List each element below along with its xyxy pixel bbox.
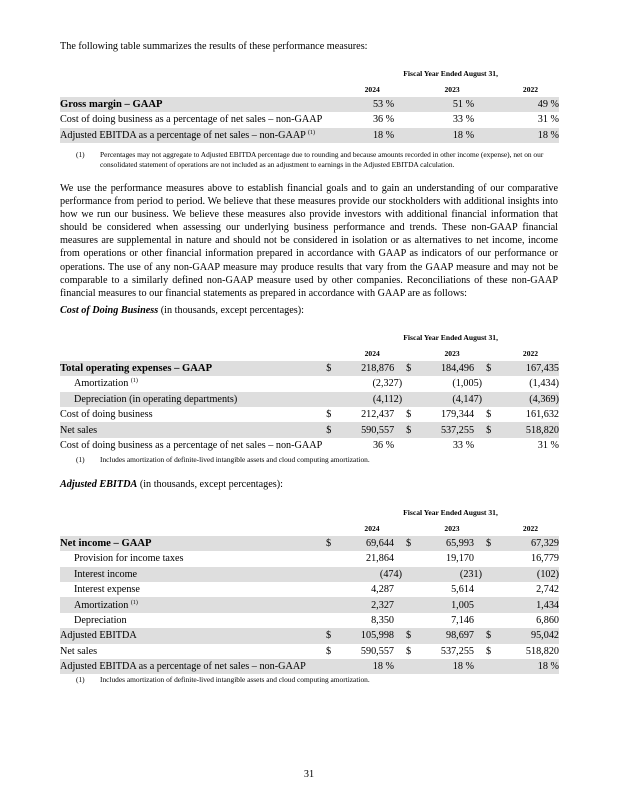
row-label: Adjusted EBITDA as a percentage of net sales – non-GAAP — [60, 659, 322, 674]
row-label: Cost of doing business — [60, 409, 153, 421]
year-header: 2022 — [522, 523, 539, 533]
year-header: 2024 — [364, 348, 380, 358]
dollar-sign: $ — [402, 536, 422, 551]
footnote-text: Includes amortization of definite-lived intangible assets and cloud computing amortization. — [100, 455, 370, 464]
cell-value: 51 % — [422, 97, 482, 112]
cell-value: 95,042 — [502, 628, 559, 643]
cell-value: 36 % — [372, 439, 395, 451]
section-title-text: Cost of Doing Business — [60, 305, 159, 316]
section-subtitle: (in thousands, except percentages): — [158, 305, 304, 316]
cell-value: (1,434) — [529, 378, 559, 390]
cell-value: 179,344 — [440, 409, 475, 421]
cell-value: 1,005 — [422, 597, 482, 612]
row-label-text: Adjusted EBITDA as a percentage of net sales – non-GAAP — [60, 129, 306, 141]
cell-value: 184,496 — [422, 361, 482, 376]
row-label: Cost of doing business as a percentage of net sales – non-GAAP — [60, 439, 323, 451]
cell-value: (102) — [502, 567, 559, 582]
footnote-ref: (1) — [308, 129, 316, 136]
table-row — [60, 536, 559, 551]
row-label: Depreciation — [74, 614, 127, 626]
table-row — [60, 613, 559, 628]
cell-value: 33 % — [452, 439, 475, 451]
cell-value: 2,327 — [342, 597, 402, 612]
cell-value: 518,820 — [525, 645, 559, 657]
footnote — [76, 455, 558, 465]
table-row — [60, 582, 559, 597]
cell-value: 537,255 — [422, 422, 482, 437]
dollar-sign: $ — [322, 628, 342, 643]
row-label: Net sales — [60, 422, 322, 437]
cell-value: (1,005) — [452, 378, 483, 390]
cell-value: (231) — [422, 567, 482, 582]
cell-value: 36 % — [372, 114, 395, 126]
cell-value: 69,644 — [342, 536, 402, 551]
cell-value: (474) — [342, 567, 402, 582]
section-subtitle: (in thousands, except percentages): — [137, 479, 283, 490]
dollar-sign: $ — [482, 536, 502, 551]
dollar-sign: $ — [482, 628, 502, 643]
cell-value: 53 % — [342, 97, 402, 112]
cell-value: 167,435 — [502, 361, 559, 376]
table-row — [60, 551, 559, 566]
table-row — [60, 644, 559, 659]
dollar-sign: $ — [322, 536, 342, 551]
table-row — [60, 128, 559, 143]
footnote-ref: (1) — [130, 599, 138, 606]
row-label: Interest expense — [74, 584, 140, 596]
cell-value: 6,860 — [536, 614, 559, 626]
page-number: 31 — [303, 769, 315, 780]
cell-value: 18 % — [502, 128, 559, 143]
cell-value: 19,170 — [445, 553, 474, 565]
table-row — [60, 112, 559, 127]
table-row — [60, 361, 559, 376]
table-header-years-row — [60, 345, 559, 360]
cell-value: 590,557 — [360, 645, 394, 657]
cell-value: (4,369) — [502, 392, 559, 407]
cell-value: (4,147) — [422, 392, 482, 407]
body-paragraph: We use the performance measures above to establish financial goals and to gain an understanding of our comparative performance from period to period. We believe that these measures provide our stockholders with additional insights into how we run our business. We believe these measures also provide investors with additional financial information that should be considered when assessing our underlying business performance and trends. These non-GAAP financial measures are supplemental in nature and should not be considered in isolation or as alternatives to net income, income from operations or other financial information prepared in accordance with GAAP as indicators of our performance or operations. The use of any non-GAAP measure may produce results that vary from the GAAP measure and may not be comparable to a similarly defined non-GAAP measure used by other companies. Reconciliations of these non-GAAP financial measures to our financial statements as prepared in accordance with GAAP are as follows: — [60, 183, 558, 299]
cell-value: 105,998 — [342, 628, 402, 643]
intro-text: The following table summarizes the results of these performance measures: — [60, 41, 368, 52]
year-header: 2022 — [522, 84, 539, 94]
cell-value: 31 % — [537, 439, 559, 451]
dollar-sign: $ — [326, 645, 332, 657]
row-label — [60, 597, 322, 612]
dollar-sign: $ — [402, 422, 422, 437]
row-label-text: Amortization — [74, 599, 129, 611]
footnote — [76, 675, 558, 685]
cell-value: 5,614 — [451, 584, 474, 596]
cell-value: 18 % — [422, 659, 482, 674]
footnote-mark: (1) — [76, 455, 85, 464]
table-row — [60, 659, 559, 674]
dollar-sign: $ — [486, 645, 492, 657]
adjusted-ebitda-table — [60, 505, 559, 674]
row-label: Gross margin – GAAP — [60, 97, 322, 112]
table-header-years-row — [60, 520, 559, 535]
year-header: 2023 — [444, 523, 460, 533]
cost-of-doing-business-table — [60, 330, 559, 453]
footnote-mark: (1) — [76, 150, 85, 159]
cell-value: 18 % — [342, 659, 402, 674]
table-header-group-row — [60, 330, 559, 345]
table-header-group-row — [60, 505, 559, 520]
year-header: 2024 — [364, 84, 380, 94]
dollar-sign: $ — [322, 361, 342, 376]
dollar-sign: $ — [402, 361, 422, 376]
cell-value: 18 % — [422, 128, 482, 143]
year-header: 2022 — [522, 348, 539, 358]
cell-value: 537,255 — [440, 645, 474, 657]
table-row — [60, 422, 559, 437]
section-title-adjusted-ebitda — [60, 479, 283, 490]
cell-value: 218,876 — [342, 361, 402, 376]
cell-value: 590,557 — [342, 422, 402, 437]
dollar-sign: $ — [482, 361, 502, 376]
year-header: 2023 — [444, 348, 460, 358]
cell-value: 65,993 — [422, 536, 482, 551]
cell-value: 21,864 — [365, 553, 394, 565]
cell-value: 1,434 — [502, 597, 559, 612]
cell-value: 18 % — [342, 128, 402, 143]
cell-value: 4,287 — [371, 584, 394, 596]
footnote-text: Includes amortization of definite-lived intangible assets and cloud computing amortization. — [100, 675, 370, 684]
table-row — [60, 392, 559, 407]
footnote-ref: (1) — [130, 378, 138, 385]
row-label: Cost of doing business as a percentage of net sales – non-GAAP — [60, 114, 323, 126]
table-row — [60, 407, 559, 422]
performance-summary-table — [60, 66, 559, 143]
row-label: Provision for income taxes — [74, 553, 184, 565]
cell-value: 67,329 — [502, 536, 559, 551]
row-label: Adjusted EBITDA — [60, 628, 322, 643]
cell-value: (4,112) — [342, 392, 402, 407]
cell-value: (2,327) — [372, 378, 403, 390]
dollar-sign: $ — [486, 409, 492, 421]
footnote-text: Percentages may not aggregate to Adjusted EBITDA percentage due to rounding and because amounts recorded in other income (expense), net on our consolidated statement of operations are not included as an adjustment to earnings in the Adjusted EBITDA calculation. — [100, 150, 544, 169]
fiscal-year-header: Fiscal Year Ended August 31, — [403, 69, 498, 79]
cell-value: 49 % — [502, 97, 559, 112]
dollar-sign: $ — [482, 422, 502, 437]
section-title-text: Adjusted EBITDA — [60, 479, 138, 490]
table-row — [60, 567, 559, 582]
dollar-sign: $ — [406, 645, 412, 657]
table-header-group-row — [60, 66, 559, 81]
table-header-years-row — [60, 81, 559, 96]
footnote — [76, 150, 558, 170]
dollar-sign: $ — [326, 409, 332, 421]
section-title-cost-of-doing-business — [60, 305, 304, 316]
cell-value: 33 % — [452, 114, 475, 126]
row-label — [60, 128, 322, 143]
cell-value: 18 % — [502, 659, 559, 674]
row-label: Total operating expenses – GAAP — [60, 361, 322, 376]
fiscal-year-header: Fiscal Year Ended August 31, — [403, 333, 498, 343]
year-header: 2023 — [444, 84, 460, 94]
row-label — [60, 376, 322, 391]
table-row — [60, 628, 559, 643]
cell-value: 16,779 — [530, 553, 559, 565]
cell-value: 518,820 — [502, 422, 559, 437]
cell-value: 31 % — [537, 114, 559, 126]
dollar-sign: $ — [322, 422, 342, 437]
table-row — [60, 597, 559, 612]
row-label: Depreciation (in operating departments) — [60, 392, 322, 407]
cell-value: 2,742 — [536, 584, 559, 596]
row-label: Net sales — [60, 645, 98, 657]
cell-value: 7,146 — [451, 614, 474, 626]
cell-value: 161,632 — [525, 409, 559, 421]
row-label-text: Amortization — [74, 378, 129, 390]
cell-value: 8,350 — [371, 614, 394, 626]
dollar-sign: $ — [402, 628, 422, 643]
year-header: 2024 — [364, 523, 380, 533]
cell-value: 98,697 — [422, 628, 482, 643]
row-label: Interest income — [60, 567, 322, 582]
table-row — [60, 438, 559, 453]
footnote-mark: (1) — [76, 675, 85, 684]
fiscal-year-header: Fiscal Year Ended August 31, — [403, 508, 498, 518]
table-row — [60, 376, 559, 391]
row-label: Net income – GAAP — [60, 536, 322, 551]
dollar-sign: $ — [406, 409, 412, 421]
cell-value: 212,437 — [361, 409, 395, 421]
table-row — [60, 97, 559, 112]
